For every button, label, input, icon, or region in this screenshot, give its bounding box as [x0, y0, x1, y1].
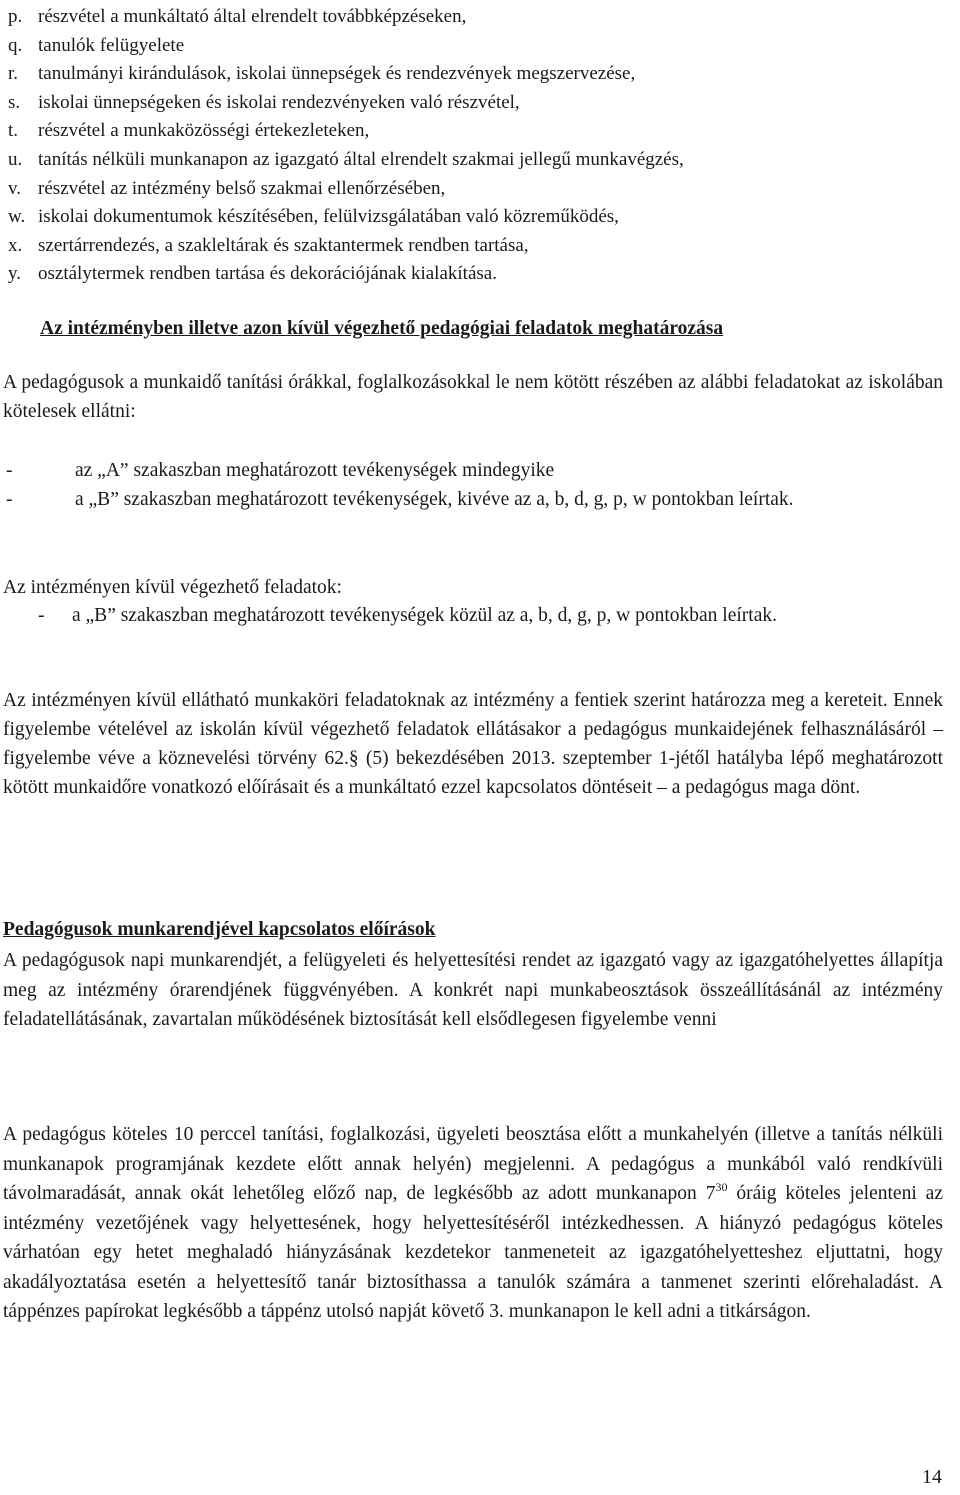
list-item-marker: p. — [8, 6, 23, 27]
intro-paragraph: A pedagógusok a munkaidő tanítási órákkal, foglalkozásokkal le nem kötött részében az alábbi feladatokat az iskolában kötelesek ellátni: — [3, 372, 943, 422]
page-number: 14 — [922, 1466, 942, 1488]
list-item-text: tanulók felügyelete — [38, 34, 185, 56]
list-item — [8, 4, 948, 33]
lettered-task-list — [8, 4, 948, 290]
list-item-marker: u. — [8, 148, 23, 170]
outside-tasks-label: Az intézményen kívül végezhető feladatok: — [3, 577, 342, 598]
list-item-marker: t. — [8, 120, 19, 142]
list-item-text: szertárrendezés, a szakleltárak és szaktantermek rendben tartása, — [38, 234, 529, 256]
list-item-marker: q. — [8, 34, 23, 56]
dash-marker: - — [38, 605, 45, 626]
list-item — [8, 261, 948, 290]
section-heading-work-schedule: Pedagógusok munkarendjével kapcsolatos előírások — [3, 919, 436, 940]
list-item-text: iskolai ünnepségeken és iskolai rendezvényeken való részvétel, — [38, 91, 520, 113]
list-item — [8, 118, 948, 147]
list-item-text: tanulmányi kirándulások, iskolai ünnepségek és rendezvények megszervezése, — [38, 63, 636, 85]
list-item-text: iskolai dokumentumok készítésében, felülvizsgálatában való közreműködés, — [38, 206, 619, 228]
section-heading-pedagogical-tasks: Az intézményben illetve azon kívül végezhető pedagógiai feladatok meghatározása — [40, 318, 724, 339]
list-item-text: osztálytermek rendben tartása és dekorációjának kialakítása. — [38, 263, 497, 285]
list-item-text: a „B” szakaszban meghatározott tevékenységek közül az a, b, d, g, p, w pontokban leírtak. — [72, 605, 777, 626]
time-minutes-superscript: 30 — [715, 1180, 728, 1194]
outside-duties-paragraph: Az intézményen kívül ellátható munkaköri feladatoknak az intézmény a fentiek szerint határozza meg a kereteit. Ennek figyelembe vételével az iskolán kívül végezhető feladatok ellátásakor a pedagógus munkaidejének felhasználásáról – figyelembe véve a köznevelési törvény 62.§ (5) bekezdésében 2013. szeptember 1-jétől hatályba lépő meghatározott kötött munkaidőre vonatkozó előírásait és a munkáltató ezzel kapcsolatos döntéseit – a pedagógus maga dönt. — [3, 690, 943, 798]
list-item-marker: y. — [8, 263, 22, 285]
list-item-text: az „A” szakaszban meghatározott tevékenységek mindegyike — [75, 460, 555, 481]
list-item-marker: x. — [8, 234, 23, 256]
school-tasks-list — [3, 456, 943, 514]
list-item — [3, 601, 943, 630]
list-item — [8, 176, 948, 205]
list-item — [3, 485, 943, 514]
list-item-text: a „B” szakaszban meghatározott tevékenységek, kivéve az a, b, d, g, p, w pontokban leírtak. — [75, 489, 794, 510]
list-item-text: részvétel a munkaközösségi értekezleteken, — [38, 120, 370, 142]
list-item-text: részvétel a munkáltató által elrendelt továbbképzéseken, — [38, 6, 467, 27]
list-item — [8, 61, 948, 90]
attendance-text-end: óráig köteles jelenteni az intézmény vezetőjének vagy helyettesének, hogy helyettesítéséről intézkedhessen. A hiányzó pedagógus köteles várhatóan egy hetet meghaladó hiányzásának kezdetekor tanmeneteit az igazgatóhelyetteshez eljuttatni, hogy akadályoztatása esetén a helyettesítő tanár biztosíthassa a tanulók számára a tanmenet szerinti előrehaladást. A táppénzes papírokat legkésőbb a táppénz utolsó napját követő 3. munkanapon le kell adni a titkárságon. — [3, 1183, 943, 1322]
list-item — [3, 456, 943, 485]
attendance-paragraph — [3, 1120, 943, 1327]
work-schedule-paragraph: A pedagógusok napi munkarendjét, a felügyeleti és helyettesítési rendet az igazgató vagy az igazgatóhelyettes állapítja meg az intézmény órarendjének függvényében. A konkrét napi munkabeosztások összeállításánál az intézmény feladatellátásának, zavartalan működésének biztosítását kell elsődlegesen figyelembe venni — [3, 950, 943, 1030]
list-item — [8, 90, 948, 119]
list-item — [8, 33, 948, 62]
list-item — [8, 233, 948, 262]
dash-marker: - — [6, 489, 13, 510]
outside-tasks-list — [3, 601, 943, 630]
list-item-text: tanítás nélküli munkanapon az igazgató által elrendelt szakmai jellegű munkavégzés, — [38, 148, 684, 170]
list-item — [8, 147, 948, 176]
dash-marker: - — [6, 460, 13, 481]
list-item-marker: r. — [8, 63, 19, 85]
list-item-marker: w. — [8, 206, 26, 228]
list-item-text: részvétel az intézmény belső szakmai ellenőrzésében, — [38, 177, 446, 199]
list-item-marker: s. — [8, 91, 21, 113]
list-item-marker: v. — [8, 177, 22, 199]
attendance-text-start: A pedagógus köteles 10 perccel tanítási, foglalkozási, ügyeleti beosztása előtt a munkahelyén (illetve a tanítás nélküli munkanapok programjának kezdete előtt annak helyén) megjelenni. A pedagógus a munkából való rendkívüli távolmaradását, annak okát lehetőleg előző nap, de legkésőbb az adott munkanapon 7 — [3, 1124, 943, 1204]
list-item — [8, 204, 948, 233]
